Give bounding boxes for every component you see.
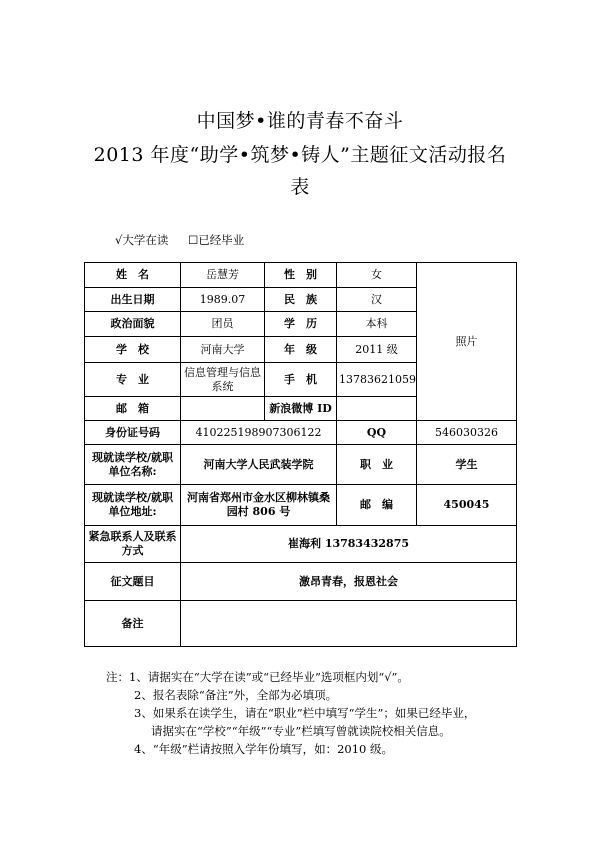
ethnic-label: 民 族	[265, 288, 337, 312]
status-option-studying[interactable]: √大学在读	[115, 233, 169, 247]
job-label: 职 业	[337, 445, 417, 485]
gender-label: 性 别	[265, 263, 337, 288]
note-1: 注：1、请据实在“大学在读”或“已经毕业”选项框内划“√”。	[106, 670, 409, 684]
note-2: 2、报名表除“备注”外，全部为必填项。	[134, 688, 338, 702]
notes	[106, 668, 475, 758]
address-value[interactable]: 河南省郑州市金水区柳林镇桑园村 806 号	[181, 485, 337, 526]
emergency-label: 紧急联系人及联系方式	[85, 526, 181, 563]
email-value[interactable]	[181, 397, 265, 421]
grade-value[interactable]: 2011 级	[337, 337, 417, 363]
weibo-label: 新浪微博 ID	[265, 397, 337, 421]
qq-label: QQ	[337, 421, 417, 445]
unit-label: 现就读学校/就职单位名称:	[85, 445, 181, 485]
ethnic-value[interactable]: 汉	[337, 288, 417, 312]
title-line-1: 中国梦•谁的青春不奋斗	[196, 110, 404, 132]
weibo-value[interactable]	[337, 397, 417, 421]
major-label: 专 业	[85, 363, 181, 397]
title-line-3: 表	[290, 176, 310, 198]
photo-box[interactable]: 照片	[417, 263, 517, 421]
title-line-2: 2013 年度“助学•筑梦•铸人”主题征文活动报名	[93, 144, 507, 166]
status-option-graduated[interactable]: ☐已经毕业	[187, 233, 245, 247]
note-4: 4、“年级”栏请按照入学年份填写，如：2010 级。	[134, 742, 393, 756]
school-value[interactable]: 河南大学	[181, 337, 265, 363]
qq-value[interactable]: 546030326	[417, 421, 517, 445]
phone-value[interactable]: 13783621059	[337, 363, 417, 397]
note-3-continued: 请据实在“学校”“年级”“专业”栏填写曾就读院校相关信息。	[151, 724, 451, 738]
essay-label: 征文题目	[85, 563, 181, 601]
phone-label: 手 机	[265, 363, 337, 397]
study-status	[115, 232, 260, 248]
name-label: 姓 名	[85, 263, 181, 288]
education-label: 学 历	[265, 312, 337, 337]
id-label: 身份证号码	[85, 421, 181, 445]
political-value[interactable]: 团员	[181, 312, 265, 337]
political-label: 政治面貌	[85, 312, 181, 337]
remark-label: 备注	[85, 601, 181, 647]
note-3: 3、如果系在读学生，请在“职业”栏中填写“学生”；如果已经毕业，	[134, 706, 476, 720]
essay-value[interactable]: 激昂青春，报恩社会	[181, 563, 517, 601]
gender-value[interactable]: 女	[337, 263, 417, 288]
unit-value[interactable]: 河南大学人民武装学院	[181, 445, 337, 485]
grade-label: 年 级	[265, 337, 337, 363]
birth-label: 出生日期	[85, 288, 181, 312]
major-value[interactable]: 信息管理与信息系统	[181, 363, 265, 397]
school-label: 学 校	[85, 337, 181, 363]
emergency-value[interactable]: 崔海利 13783432875	[181, 526, 517, 563]
postcode-label: 邮 编	[337, 485, 417, 526]
postcode-value[interactable]: 450045	[417, 485, 517, 526]
education-value[interactable]: 本科	[337, 312, 417, 337]
birth-value[interactable]: 1989.07	[181, 288, 265, 312]
address-label: 现就读学校/就职单位地址:	[85, 485, 181, 526]
registration-form	[84, 262, 517, 647]
job-value[interactable]: 学生	[417, 445, 517, 485]
email-label: 邮 箱	[85, 397, 181, 421]
remark-value[interactable]	[181, 601, 517, 647]
id-value[interactable]: 410225198907306122	[181, 421, 337, 445]
name-value[interactable]: 岳慧芳	[181, 263, 265, 288]
